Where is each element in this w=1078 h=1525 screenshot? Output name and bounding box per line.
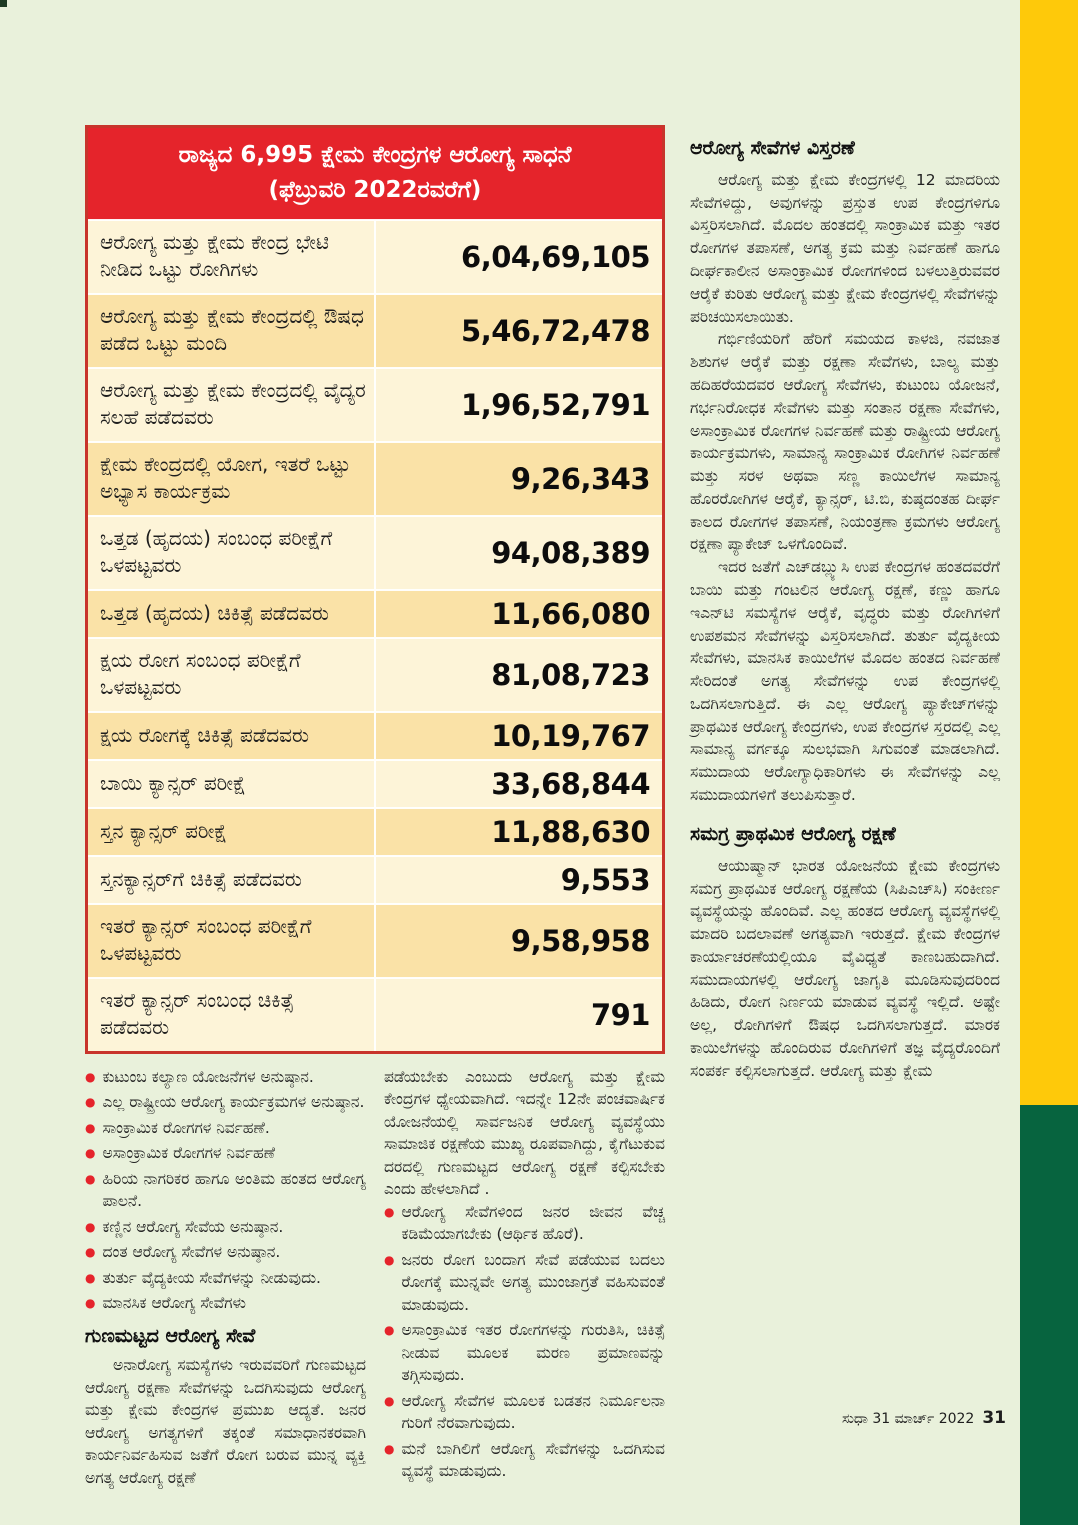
row-value: 81,08,723: [375, 638, 664, 712]
list-item: [85, 1142, 366, 1164]
right-column: [690, 125, 1000, 1489]
row-value: 33,68,844: [375, 760, 664, 808]
list-item-text: ದಂತ ಆರೋಗ್ಯ ಸೇವೆಗಳ ಅನುಷ್ಠಾನ.: [102, 1243, 281, 1262]
footer-date: ಸುಧಾ 31 ಮಾರ್ಚ್ 2022: [842, 1411, 975, 1427]
table-row: [87, 856, 664, 904]
bullet-icon: ●: [384, 1441, 395, 1456]
row-value: 9,553: [375, 856, 664, 904]
row-label: ಇತರೆ ಕ್ಯಾನ್ಸರ್ ಸಂಬಂಧ ಚಿಕಿತ್ಸೆ ಪಡೆದವರು: [87, 978, 376, 1053]
list-item: [85, 1216, 366, 1238]
page-footer: [842, 1408, 1006, 1428]
side-band: [1020, 0, 1078, 1525]
bullet-icon: ●: [85, 1095, 96, 1110]
table-title: [87, 127, 664, 221]
table-row: [87, 442, 664, 516]
left-column-heading: ಗುಣಮಟ್ಟದ ಆರೋಗ್ಯ ಸೇವೆ: [85, 1324, 256, 1347]
row-value: 1,96,52,791: [375, 368, 664, 442]
bullet-icon: ●: [85, 1296, 96, 1311]
middle-column: [384, 1066, 665, 1489]
body-paragraph: ಆರೋಗ್ಯ ಮತ್ತು ಕ್ಷೇಮ ಕೇಂದ್ರಗಳಲ್ಲಿ 12 ಮಾದರಿಯ ಸೇವೆಗಳಿದ್ದು, ಅವುಗಳನ್ನು ಪ್ರಸ್ತುತ ಉಪ ಕೇಂದ್ರಗಳಿಗೂ ವಿಸ್ತರಿಸಲಾಗಿದೆ. ಮೊದಲ ಹಂತದಲ್ಲಿ ಸಾಂಕ್ರಾಮಿಕ ಮತ್ತು ಇತರ ರೋಗಗಳ ತಪಾಸಣೆ, ಅಗತ್ಯ ಕ್ರಮ ಮತ್ತು ನಿರ್ವಹಣೆ ಹಾಗೂ ದೀರ್ಘಕಾಲೀನ ಅಸಾಂಕ್ರಾಮಿಕ ರೋಗಗಳಿಂದ ಬಳಲುತ್ತಿರುವವರ ಆರೈಕೆ ಕುರಿತು ಆರೋಗ್ಯ ಮತ್ತು ಕ್ಷೇಮ ಕೇಂದ್ರಗಳಲ್ಲಿ ಸೇವೆಗಳನ್ನು ಪರಿಚಯಿಸಲಾಯಿತು.: [690, 170, 1000, 326]
row-label: ಕ್ಷಯ ರೋಗಕ್ಕೆ ಚಿಕಿತ್ಸೆ ಪಡೆದವರು: [87, 712, 376, 760]
list-item: [384, 1390, 665, 1435]
table-row: [87, 368, 664, 442]
two-columns: [85, 1066, 665, 1489]
middle-bullet-list: [384, 1201, 665, 1483]
side-band-green: [1020, 1105, 1078, 1525]
bullet-icon: ●: [384, 1323, 395, 1338]
list-item-text: ಎಲ್ಲ ರಾಷ್ಟ್ರೀಯ ಆರೋಗ್ಯ ಕಾರ್ಯಕ್ರಮಗಳ ಅನುಷ್ಠಾನ.: [102, 1093, 365, 1112]
left-column: [85, 1066, 366, 1489]
bullet-icon: ●: [85, 1070, 96, 1084]
table-row: [87, 590, 664, 638]
bullet-icon: ●: [85, 1245, 96, 1260]
body-paragraph: ಇದರ ಜತೆಗೆ ಎಚ್‌ಡಬ್ಲ್ಯುಸಿ ಉಪ ಕೇಂದ್ರಗಳ ಹಂತದವರೆಗೆ ಬಾಯಿ ಮತ್ತು ಗಂಟಲಿನ ಆರೋಗ್ಯ ರಕ್ಷಣೆ, ಕಣ್ಣು ಹಾಗೂ ಇಎನ್‌ಟಿ ಸಮಸ್ಯೆಗಳ ಆರೈಕೆ, ವೃದ್ಧರು ಮತ್ತು ರೋಗಿಗಳಿಗೆ ಉಪಶಮನ ಸೇವೆಗಳನ್ನು ವಿಸ್ತರಿಸಲಾಗಿದೆ. ತುರ್ತು ವೈದ್ಯಕೀಯ ಸೇವೆಗಳು, ಮಾನಸಿಕ ಕಾಯಿಲೆಗಳ ಮೊದಲ ಹಂತದ ನಿರ್ವಹಣೆ ಸೇರಿದಂತೆ ಅಗತ್ಯ ಸೇವೆಗಳನ್ನು ಉಪ ಕೇಂದ್ರಗಳಲ್ಲಿ ಒದಗಿಸಲಾಗುತ್ತಿದೆ. ಈ ಎಲ್ಲ ಆರೋಗ್ಯ ಪ್ಯಾಕೇಜ್‌ಗಳನ್ನು ಪ್ರಾಥಮಿಕ ಆರೋಗ್ಯ ಕೇಂದ್ರಗಳು, ಉಪ ಕೇಂದ್ರಗಳ ಸ್ತರದಲ್ಲಿ ಎಲ್ಲ ಸಾಮಾನ್ಯ ವರ್ಗಕ್ಕೂ ಸುಲಭವಾಗಿ ಸಿಗುವಂತೆ ಮಾಡಲಾಗಿದೆ. ಸಮುದಾಯ ಆರೋಗ್ಯಾಧಿಕಾರಿಗಳು ಈ ಸೇವೆಗಳನ್ನು ಎಲ್ಲ ಸಮುದಾಯಗಳಿಗೆ ತಲುಪಿಸುತ್ತಾರೆ.: [690, 558, 1000, 805]
bullet-icon: ●: [85, 1219, 96, 1234]
list-item-text: ಅಸಾಂಕ್ರಾಮಿಕ ಇತರ ರೋಗಗಳನ್ನು ಗುರುತಿಸಿ, ಚಿಕಿತ್ಸೆ ನೀಡುವ ಮೂಲಕ ಮರಣ ಪ್ರಮಾಣವನ್ನು ತಗ್ಗಿಸುವುದು.: [401, 1321, 665, 1385]
list-item: [85, 1091, 366, 1113]
bullet-icon: ●: [384, 1393, 395, 1408]
bullet-icon: ●: [85, 1171, 96, 1186]
corner-mark: [0, 0, 7, 7]
row-label: ಒತ್ತಡ (ಹೃದಯ) ಸಂಬಂಧ ಪರೀಕ್ಷೆಗೆ ಒಳಪಟ್ಟವರು: [87, 516, 376, 590]
body-paragraph: ಆಯುಷ್ಮಾನ್ ಭಾರತ ಯೋಜನೆಯ ಕ್ಷೇಮ ಕೇಂದ್ರಗಳು ಸಮಗ್ರ ಪ್ರಾಥಮಿಕ ಆರೋಗ್ಯ ರಕ್ಷಣೆಯ (ಸಿಪಿಎಚ್‌ಸಿ) ಸಂಕೀರ್ಣ ವ್ಯವಸ್ಥೆಯನ್ನು ಹೊಂದಿವೆ. ಎಲ್ಲ ಹಂತದ ಆರೋಗ್ಯ ವ್ಯವಸ್ಥೆಗಳಲ್ಲಿ ಮಾದರಿ ಬದಲಾವಣೆ ಅಗತ್ಯವಾಗಿ ಇರುತ್ತದೆ. ಕ್ಷೇಮ ಕೇಂದ್ರಗಳ ಕಾರ್ಯಾಚರಣೆಯಲ್ಲಿಯೂ ವೈವಿಧ್ಯತೆ ಕಾಣಬಹುದಾಗಿದೆ. ಸಮುದಾಯಗಳಲ್ಲಿ ಆರೋಗ್ಯ ಜಾಗೃತಿ ಮೂಡಿಸುವುದರಿಂದ ಹಿಡಿದು, ರೋಗ ನಿರ್ಣಯ ಮಾಡುವ ವ್ಯವಸ್ಥೆ ಇಲ್ಲಿದೆ. ಅಷ್ಟೇ ಅಲ್ಲ, ರೋಗಿಗಳಿಗೆ ಔಷಧ ಒದಗಿಸಲಾಗುತ್ತದೆ. ಮಾರಕ ಕಾಯಿಲೆಗಳನ್ನು ಹೊಂದಿರುವ ರೋಗಿಗಳಿಗೆ ತಜ್ಞ ವೈದ್ಯರೊಂದಿಗೆ ಸಂಪರ್ಕ ಕಲ್ಪಿಸಲಾಗುತ್ತದೆ. ಆರೋಗ್ಯ ಮತ್ತು ಕ್ಷೇಮ: [690, 856, 1000, 1080]
row-value: 6,04,69,105: [375, 220, 664, 294]
left-bullet-list: [85, 1066, 366, 1315]
section1-paragraphs: [690, 169, 1000, 807]
bullet-icon: ●: [85, 1270, 96, 1285]
section1-heading: ಆರೋಗ್ಯ ಸೇವೆಗಳ ವಿಸ್ತರಣೆ: [690, 137, 855, 159]
middle-column-paragraph: ಪಡೆಯಬೇಕು ಎಂಬುದು ಆರೋಗ್ಯ ಮತ್ತು ಕ್ಷೇಮ ಕೇಂದ್ರಗಳ ಧ್ಯೇಯವಾಗಿದೆ. ಇದನ್ನೇ 12ನೇ ಪಂಚವಾರ್ಷಿಕ ಯೋಜನೆಯಲ್ಲಿ ಸಾರ್ವಜನಿಕ ಆರೋಗ್ಯ ವ್ಯವಸ್ಥೆಯು ಸಾಮಾಜಿಕ ರಕ್ಷಣೆಯ ಮುಖ್ಯ ರೂಪವಾಗಿದ್ದು, ಕೈಗೆಟುಕುವ ದರದಲ್ಲಿ ಗುಣಮಟ್ಟದ ಆರೋಗ್ಯ ರಕ್ಷಣೆ ಕಲ್ಪಿಸಬೇಕು ಎಂದು ಹೇಳಲಾಗಿದೆ .: [384, 1068, 665, 1199]
table-row: [87, 638, 664, 712]
list-item: [85, 1066, 366, 1088]
list-item-text: ಮನೆ ಬಾಗಿಲಿಗೆ ಆರೋಗ್ಯ ಸೇವೆಗಳನ್ನು ಒದಗಿಸುವ ವ್ಯವಸ್ಥೆ ಮಾಡುವುದು.: [401, 1439, 665, 1480]
list-item: [85, 1292, 366, 1314]
table-row: [87, 516, 664, 590]
table-row: [87, 294, 664, 368]
row-label: ಕ್ಷಯ ರೋಗ ಸಂಬಂಧ ಪರೀಕ್ಷೆಗೆ ಒಳಪಟ್ಟವರು: [87, 638, 376, 712]
row-label: ಆರೋಗ್ಯ ಮತ್ತು ಕ್ಷೇಮ ಕೇಂದ್ರದಲ್ಲಿ ವೈದ್ಯರ ಸಲಹೆ ಪಡೆದವರು: [87, 368, 376, 442]
section2-heading: ಸಮಗ್ರ ಪ್ರಾಥಮಿಕ ಆರೋಗ್ಯ ರಕ್ಷಣೆ: [690, 822, 896, 845]
row-label: ಒತ್ತಡ (ಹೃದಯ) ಚಿಕಿತ್ಸೆ ಪಡೆದವರು: [87, 590, 376, 638]
row-value: 9,26,343: [375, 442, 664, 516]
row-label: ಸ್ತನ ಕ್ಯಾನ್ಸರ್ ಪರೀಕ್ಷೆ: [87, 808, 376, 856]
list-item: [85, 1241, 366, 1263]
row-value: 11,66,080: [375, 590, 664, 638]
list-item-text: ಸಾಂಕ್ರಾಮಿಕ ರೋಗಗಳ ನಿರ್ವಹಣೆ.: [102, 1118, 270, 1137]
list-item: [384, 1438, 665, 1483]
list-item-text: ಜನರು ರೋಗ ಬಂದಾಗ ಸೇವೆ ಪಡೆಯುವ ಬದಲು ರೋಗಕ್ಕೆ ಮುನ್ನವೇ ಅಗತ್ಯ ಮುಂಜಾಗ್ರತೆ ವಹಿಸುವಂತೆ ಮಾಡುವುದು.: [401, 1250, 665, 1314]
list-item-text: ಹಿರಿಯ ನಾಗರಿಕರ ಹಾಗೂ ಅಂತಿಮ ಹಂತದ ಆರೋಗ್ಯ ಪಾಲನೆ.: [102, 1169, 366, 1211]
table-row: [87, 808, 664, 856]
row-label: ಆರೋಗ್ಯ ಮತ್ತು ಕ್ಷೇಮ ಕೇಂದ್ರ ಭೇಟಿ ನೀಡಿದ ಒಟ್ಟು ರೋಗಿಗಳು: [87, 220, 376, 294]
list-item: [384, 1249, 665, 1316]
table-row: [87, 760, 664, 808]
list-item-text: ಮಾನಸಿಕ ಆರೋಗ್ಯ ಸೇವೆಗಳು: [102, 1294, 246, 1313]
table-title-line2: (ಫೆಬ್ರುವರಿ 2022ರವರೆಗೆ): [268, 176, 482, 203]
left-column-paragraph: ಅನಾರೋಗ್ಯ ಸಮಸ್ಯೆಗಳು ಇರುವವರಿಗೆ ಗುಣಮಟ್ಟದ ಆರೋಗ್ಯ ರಕ್ಷಣಾ ಸೇವೆಗಳನ್ನು ಒದಗಿಸುವುದು ಆರೋಗ್ಯ ಮತ್ತು ಕ್ಷೇಮ ಕೇಂದ್ರಗಳ ಪ್ರಮುಖ ಆದ್ಯತೆ. ಜನರ ಆರೋಗ್ಯ ಅಗತ್ಯಗಳಿಗೆ ತಕ್ಕಂತೆ ಸಮಾಧಾನಕರವಾಗಿ ಕಾರ್ಯನಿರ್ವಹಿಸುವ ಜತೆಗೆ ರೋಗ ಬರುವ ಮುನ್ನ ವ್ಯಕ್ತಿ ಅಗತ್ಯ ಆರೋಗ್ಯ ರಕ್ಷಣೆ: [85, 1356, 366, 1487]
list-item: [384, 1201, 665, 1246]
row-label: ಸ್ತನಕ್ಯಾನ್ಸರ್‌ಗೆ ಚಿಕಿತ್ಸೆ ಪಡೆದವರು: [87, 856, 376, 904]
list-item: [85, 1168, 366, 1213]
page-content: [85, 125, 1000, 1489]
table-row: [87, 978, 664, 1053]
side-band-yellow: [1020, 0, 1078, 1105]
bullet-icon: ●: [384, 1204, 395, 1219]
row-label: ಆರೋಗ್ಯ ಮತ್ತು ಕ್ಷೇಮ ಕೇಂದ್ರದಲ್ಲಿ ಔಷಧ ಪಡೆದ ಒಟ್ಟು ಮಂದಿ: [87, 294, 376, 368]
list-item-text: ಕಣ್ಣಿನ ಆರೋಗ್ಯ ಸೇವೆಯ ಅನುಷ್ಠಾನ.: [102, 1217, 284, 1236]
section2-paragraphs: [690, 855, 1000, 1083]
row-label: ಬಾಯಿ ಕ್ಯಾನ್ಸರ್ ಪರೀಕ್ಷೆ: [87, 760, 376, 808]
list-item-text: ತುರ್ತು ವೈದ್ಯಕೀಯ ಸೇವೆಗಳನ್ನು ನೀಡುವುದು.: [102, 1268, 321, 1287]
stats-table: [85, 125, 665, 1054]
row-value: 10,19,767: [375, 712, 664, 760]
list-item: [85, 1267, 366, 1289]
row-value: 5,46,72,478: [375, 294, 664, 368]
list-item-text: ಅಸಾಂಕ್ರಾಮಿಕ ರೋಗಗಳ ನಿರ್ವಹಣೆ: [102, 1144, 276, 1163]
row-label: ಇತರೆ ಕ್ಯಾನ್ಸರ್ ಸಂಬಂಧ ಪರೀಕ್ಷೆಗೆ ಒಳಪಟ್ಟವರು: [87, 904, 376, 978]
bullet-icon: ●: [384, 1252, 395, 1267]
row-label: ಕ್ಷೇಮ ಕೇಂದ್ರದಲ್ಲಿ ಯೋಗ, ಇತರೆ ಒಟ್ಟು ಅಭ್ಯಾಸ ಕಾರ್ಯಕ್ರಮ: [87, 442, 376, 516]
list-item: [85, 1117, 366, 1139]
row-value: 9,58,958: [375, 904, 664, 978]
table-row: [87, 712, 664, 760]
table-row: [87, 220, 664, 294]
left-area: [85, 125, 665, 1489]
bullet-icon: ●: [85, 1120, 96, 1135]
footer-page-number: 31: [982, 1408, 1006, 1428]
row-value: 791: [375, 978, 664, 1053]
table-row: [87, 904, 664, 978]
row-value: 94,08,389: [375, 516, 664, 590]
list-item-text: ಆರೋಗ್ಯ ಸೇವೆಗಳ ಮೂಲಕ ಬಡತನ ನಿರ್ಮೂಲನಾ ಗುರಿಗೆ ನೆರವಾಗುವುದು.: [401, 1391, 665, 1433]
list-item-text: ಕುಟುಂಬ ಕಲ್ಯಾಣ ಯೋಜನೆಗಳ ಅನುಷ್ಠಾನ.: [102, 1068, 314, 1086]
list-item: [384, 1319, 665, 1386]
row-value: 11,88,630: [375, 808, 664, 856]
bullet-icon: ●: [85, 1146, 96, 1161]
table-title-line1: ರಾಜ್ಯದ 6,995 ಕ್ಷೇಮ ಕೇಂದ್ರಗಳ ಆರೋಗ್ಯ ಸಾಧನೆ: [178, 142, 572, 168]
body-paragraph: ಗರ್ಭಿಣಿಯರಿಗೆ ಹೆರಿಗೆ ಸಮಯದ ಕಾಳಜಿ, ನವಜಾತ ಶಿಶುಗಳ ಆರೈಕೆ ಮತ್ತು ರಕ್ಷಣಾ ಸೇವೆಗಳು, ಬಾಲ್ಯ ಮತ್ತು ಹದಿಹರೆಯದವರ ಆರೋಗ್ಯ ಸೇವೆಗಳು, ಕುಟುಂಬ ಯೋಜನೆ, ಗರ್ಭನಿರೋಧಕ ಸೇವೆಗಳು ಮತ್ತು ಸಂತಾನ ರಕ್ಷಣಾ ಸೇವೆಗಳು, ಅಸಾಂಕ್ರಾಮಿಕ ರೋಗಗಳ ನಿರ್ವಹಣೆ ಮತ್ತು ರಾಷ್ಟ್ರೀಯ ಆರೋಗ್ಯ ಕಾರ್ಯಕ್ರಮಗಳು, ಸಾಮಾನ್ಯ ಸಾಂಕ್ರಾಮಿಕ ರೋಗಿಗಳ ನಿರ್ವಹಣೆ ಮತ್ತು ಸರಳ ಅಥವಾ ಸಣ್ಣ ಕಾಯಿಲೆಗಳ ಸಾಮಾನ್ಯ ಹೊರರೋಗಿಗಳ ಆರೈಕೆ, ಕ್ಯಾನ್ಸರ್, ಟಿ.ಬಿ, ಕುಷ್ಠದಂತಹ ದೀರ್ಘ ಕಾಲದ ರೋಗಗಳ ತಪಾಸಣೆ, ನಿಯಂತ್ರಣಾ ಕ್ರಮಗಳು ಆರೋಗ್ಯ ರಕ್ಷಣಾ ಪ್ಯಾಕೇಜ್ ಒಳಗೊಂದಿವೆ.: [690, 330, 1000, 554]
list-item-text: ಆರೋಗ್ಯ ಸೇವೆಗಳಿಂದ ಜನರ ಜೀವನ ವೆಚ್ಚ ಕಡಿಮೆಯಾಗಬೇಕು (ಆರ್ಥಿಕ ಹೊರೆ).: [401, 1202, 665, 1244]
